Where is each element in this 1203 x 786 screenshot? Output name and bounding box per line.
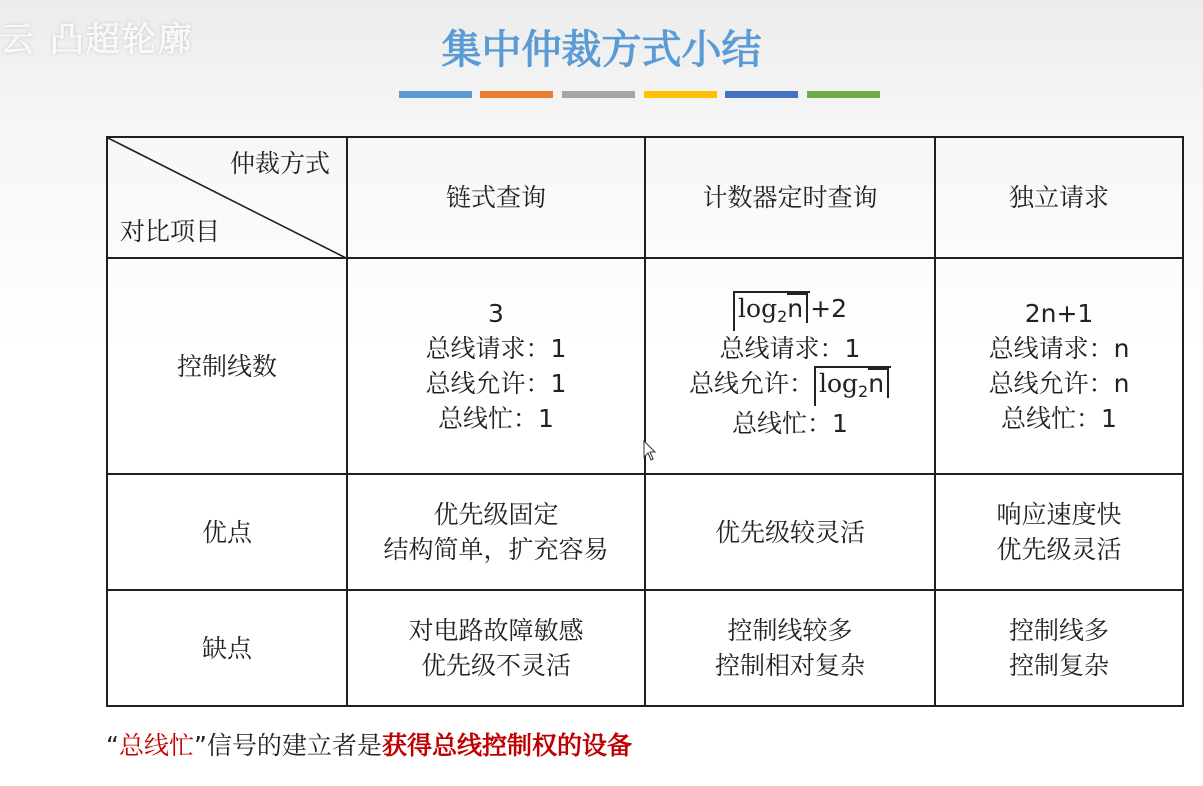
stripe <box>644 91 717 98</box>
comparison-table <box>106 136 1184 707</box>
log-text: log <box>818 369 859 398</box>
bus-busy-term: 总线忙 <box>118 731 194 760</box>
cell-line: 总线忙：1 <box>438 404 554 433</box>
stripe <box>807 91 880 98</box>
table-cell <box>935 258 1183 474</box>
cell-line: 总线请求：n <box>988 334 1130 363</box>
table-cell <box>935 474 1183 590</box>
cell-line: 3 <box>488 299 504 328</box>
log-base: 2 <box>777 307 788 326</box>
open-quote: “ <box>106 731 119 760</box>
row-label: 优点 <box>107 474 347 590</box>
cell-line: 优先级不灵活 <box>420 651 571 680</box>
column-header: 链式查询 <box>347 137 645 258</box>
cell-line: 总线请求：1 <box>425 334 567 363</box>
table-header-row <box>107 137 1183 258</box>
row-label: 控制线数 <box>107 258 347 474</box>
cell-line: 控制复杂 <box>1008 651 1109 680</box>
cell-line: 结构简单，扩充容易 <box>383 535 609 564</box>
cell-line: 2n+1 <box>1024 299 1094 328</box>
cell-line: 总线忙：1 <box>732 409 848 438</box>
cell-line: 控制线多 <box>1008 616 1109 645</box>
cell-line-prefix: 总线允许： <box>688 369 814 398</box>
header-corner-cell <box>107 137 347 258</box>
cell-line: 优先级较灵活 <box>714 517 865 547</box>
note-emphasis: 获得总线控制权的设备 <box>381 731 632 760</box>
table-row <box>107 474 1183 590</box>
log-base: 2 <box>858 382 869 401</box>
column-header: 计数器定时查询 <box>645 137 935 258</box>
header-comparison-item: 对比项目 <box>120 217 221 246</box>
cell-line: 总线请求：1 <box>719 334 861 363</box>
ceiling-log-expression <box>733 291 810 331</box>
note-middle-text: 信号的建立者是 <box>206 731 382 760</box>
cell-line: 优先级固定 <box>433 500 559 529</box>
log-text: log <box>738 294 778 323</box>
cell-line <box>646 291 934 331</box>
cell-line: 总线允许：1 <box>425 369 567 398</box>
stripe <box>725 91 798 98</box>
table-cell <box>645 258 935 474</box>
cell-line: 响应速度快 <box>996 500 1122 529</box>
log-var: n <box>868 368 889 398</box>
slide-title: 集中仲裁方式小结 <box>441 26 762 73</box>
footnote <box>106 726 632 762</box>
cell-line: 控制线较多 <box>727 616 853 645</box>
log-var: n <box>787 293 808 323</box>
stripe <box>562 91 635 98</box>
row-label: 缺点 <box>107 590 347 706</box>
column-header: 独立请求 <box>935 137 1183 258</box>
ceiling-log-expression <box>814 366 891 406</box>
mouse-pointer-icon <box>643 440 657 462</box>
cell-line: 对电路故障敏感 <box>408 616 584 645</box>
table-cell <box>645 474 935 590</box>
header-arbitration-method: 仲裁方式 <box>229 149 330 178</box>
plus-two: +2 <box>810 294 847 323</box>
cell-line: 控制相对复杂 <box>714 651 865 680</box>
table-row <box>107 590 1183 706</box>
watermark: 云 凸超轮廓 <box>0 20 194 60</box>
table-cell <box>645 590 935 706</box>
table-cell <box>347 474 645 590</box>
table-cell <box>935 590 1183 706</box>
cell-line: 总线忙：1 <box>1001 404 1117 433</box>
table-cell <box>347 258 645 474</box>
cell-line: 总线允许：n <box>988 369 1130 398</box>
cell-line <box>646 366 934 406</box>
stripe <box>399 91 472 98</box>
cell-line: 优先级灵活 <box>996 535 1122 564</box>
close-quote: ” <box>193 731 207 760</box>
table-cell <box>347 590 645 706</box>
stripe <box>480 91 553 98</box>
